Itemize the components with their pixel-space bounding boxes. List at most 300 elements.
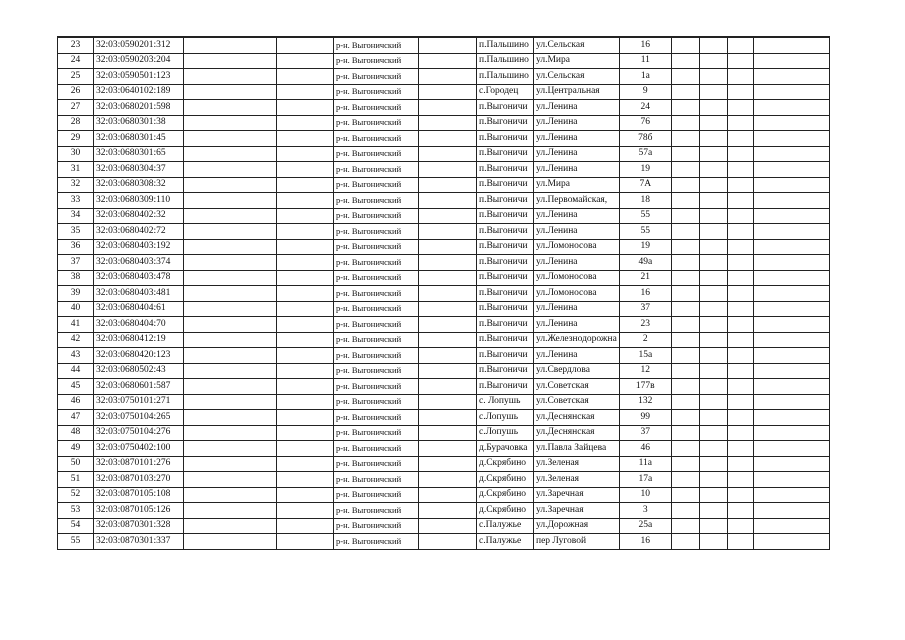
empty-cell [671, 410, 699, 426]
house-number-cell: 57а [619, 146, 671, 162]
empty-cell [753, 363, 829, 379]
row-number-cell: 52 [58, 487, 94, 503]
house-number-cell: 11а [619, 456, 671, 472]
empty-cell [184, 239, 277, 255]
empty-cell [671, 224, 699, 240]
empty-cell [727, 534, 753, 550]
locality-cell: п.Выгоничи [477, 239, 534, 255]
empty-cell [727, 100, 753, 116]
table-row [58, 472, 830, 488]
empty-cell [184, 131, 277, 147]
street-cell: ул.Ломоносова [534, 270, 620, 286]
house-number-cell: 12 [619, 363, 671, 379]
cadastral-number-cell: 32:03:0870101:276 [94, 456, 184, 472]
cadastral-number-cell: 32:03:0680420:123 [94, 348, 184, 364]
empty-cell [753, 286, 829, 302]
locality-cell: п.Выгоничи [477, 379, 534, 395]
cadastral-number-cell: 32:03:0870105:126 [94, 503, 184, 519]
table-row [58, 224, 830, 240]
house-number-cell: 25а [619, 518, 671, 534]
row-number-cell: 55 [58, 534, 94, 550]
locality-cell: с. Лопушь [477, 394, 534, 410]
empty-cell [277, 239, 334, 255]
table-row [58, 301, 830, 317]
street-cell: ул.Деснянская [534, 425, 620, 441]
district-cell: р-н. Выгоничский [334, 286, 419, 302]
table-row [58, 410, 830, 426]
locality-cell: п.Выгоничи [477, 162, 534, 178]
row-number-cell: 33 [58, 193, 94, 209]
district-cell: р-н. Выгоничский [334, 100, 419, 116]
empty-cell [277, 394, 334, 410]
empty-cell [671, 317, 699, 333]
empty-cell [419, 255, 477, 271]
empty-cell [753, 348, 829, 364]
empty-cell [419, 425, 477, 441]
empty-cell [419, 534, 477, 550]
district-cell: р-н. Выгоничский [334, 379, 419, 395]
empty-cell [419, 394, 477, 410]
street-cell: пер Луговой [534, 534, 620, 550]
empty-cell [184, 425, 277, 441]
locality-cell: п.Выгоничи [477, 255, 534, 271]
house-number-cell: 78б [619, 131, 671, 147]
empty-cell [671, 255, 699, 271]
empty-cell [753, 193, 829, 209]
empty-cell [671, 534, 699, 550]
row-number-cell: 50 [58, 456, 94, 472]
district-cell: р-н. Выгоничский [334, 348, 419, 364]
row-number-cell: 32 [58, 177, 94, 193]
empty-cell [277, 487, 334, 503]
empty-cell [727, 363, 753, 379]
empty-cell [184, 332, 277, 348]
empty-cell [727, 503, 753, 519]
cadastral-number-cell: 32:03:0590203:204 [94, 53, 184, 69]
empty-cell [753, 177, 829, 193]
house-number-cell: 16 [619, 37, 671, 53]
empty-cell [671, 84, 699, 100]
row-number-cell: 47 [58, 410, 94, 426]
table-row [58, 162, 830, 178]
street-cell: ул.Зеленая [534, 472, 620, 488]
cadastral-number-cell: 32:03:0680201:598 [94, 100, 184, 116]
table-row [58, 208, 830, 224]
cadastral-number-cell: 32:03:0680301:45 [94, 131, 184, 147]
empty-cell [419, 301, 477, 317]
empty-cell [753, 162, 829, 178]
empty-cell [277, 255, 334, 271]
locality-cell: п.Выгоничи [477, 332, 534, 348]
table-row [58, 193, 830, 209]
table-row [58, 146, 830, 162]
table-row [58, 425, 830, 441]
empty-cell [184, 69, 277, 85]
table-row [58, 131, 830, 147]
empty-cell [419, 162, 477, 178]
table-row [58, 177, 830, 193]
locality-cell: п.Выгоничи [477, 177, 534, 193]
empty-cell [419, 456, 477, 472]
empty-cell [727, 115, 753, 131]
locality-cell: д.Скрябино [477, 472, 534, 488]
empty-cell [671, 518, 699, 534]
empty-cell [671, 348, 699, 364]
cadastral-number-cell: 32:03:0680403:481 [94, 286, 184, 302]
district-cell: р-н. Выгоничский [334, 131, 419, 147]
empty-cell [671, 208, 699, 224]
locality-cell: с.Палужье [477, 518, 534, 534]
empty-cell [727, 131, 753, 147]
empty-cell [727, 518, 753, 534]
cadastral-number-cell: 32:03:0680403:478 [94, 270, 184, 286]
empty-cell [699, 255, 727, 271]
cadastral-number-cell: 32:03:0750104:276 [94, 425, 184, 441]
row-number-cell: 44 [58, 363, 94, 379]
empty-cell [753, 69, 829, 85]
empty-cell [699, 394, 727, 410]
street-cell: ул.Зеленая [534, 456, 620, 472]
empty-cell [277, 317, 334, 333]
street-cell: ул.Павла Зайцева [534, 441, 620, 457]
empty-cell [419, 487, 477, 503]
house-number-cell: 37 [619, 301, 671, 317]
row-number-cell: 24 [58, 53, 94, 69]
empty-cell [277, 518, 334, 534]
district-cell: р-н. Выгоничский [334, 410, 419, 426]
cadastral-number-cell: 32:03:0870301:328 [94, 518, 184, 534]
district-cell: р-н. Выгоничский [334, 441, 419, 457]
house-number-cell: 76 [619, 115, 671, 131]
street-cell: ул.Советская [534, 379, 620, 395]
locality-cell: с.Лопушь [477, 410, 534, 426]
district-cell: р-н. Выгоничский [334, 239, 419, 255]
empty-cell [184, 503, 277, 519]
street-cell: ул.Ломоносова [534, 286, 620, 302]
district-cell: р-н. Выгоничский [334, 456, 419, 472]
empty-cell [727, 379, 753, 395]
empty-cell [419, 239, 477, 255]
table-row [58, 37, 830, 53]
house-number-cell: 21 [619, 270, 671, 286]
district-cell: р-н. Выгоничский [334, 224, 419, 240]
table-row [58, 503, 830, 519]
street-cell: ул.Ленина [534, 301, 620, 317]
empty-cell [277, 332, 334, 348]
empty-cell [753, 255, 829, 271]
empty-cell [753, 208, 829, 224]
empty-cell [753, 100, 829, 116]
empty-cell [277, 425, 334, 441]
locality-cell: п.Выгоничи [477, 301, 534, 317]
empty-cell [277, 115, 334, 131]
empty-cell [671, 332, 699, 348]
row-number-cell: 43 [58, 348, 94, 364]
row-number-cell: 48 [58, 425, 94, 441]
street-cell: ул.Ленина [534, 208, 620, 224]
empty-cell [184, 317, 277, 333]
empty-cell [277, 456, 334, 472]
house-number-cell: 7А [619, 177, 671, 193]
locality-cell: п.Выгоничи [477, 208, 534, 224]
locality-cell: с.Городец [477, 84, 534, 100]
street-cell: ул.Свердлова [534, 363, 620, 379]
empty-cell [671, 487, 699, 503]
empty-cell [671, 503, 699, 519]
house-number-cell: 11 [619, 53, 671, 69]
empty-cell [184, 301, 277, 317]
empty-cell [277, 534, 334, 550]
table-row [58, 379, 830, 395]
district-cell: р-н. Выгоничский [334, 208, 419, 224]
empty-cell [671, 37, 699, 53]
row-number-cell: 40 [58, 301, 94, 317]
empty-cell [277, 131, 334, 147]
empty-cell [277, 503, 334, 519]
empty-cell [699, 239, 727, 255]
empty-cell [671, 441, 699, 457]
cadastral-number-cell: 32:03:0750104:265 [94, 410, 184, 426]
empty-cell [753, 456, 829, 472]
house-number-cell: 55 [619, 224, 671, 240]
district-cell: р-н. Выгоничский [334, 146, 419, 162]
empty-cell [419, 37, 477, 53]
property-table [57, 36, 830, 550]
empty-cell [184, 348, 277, 364]
empty-cell [419, 332, 477, 348]
empty-cell [727, 37, 753, 53]
cadastral-number-cell: 32:03:0640102:189 [94, 84, 184, 100]
table-row [58, 53, 830, 69]
district-cell: р-н. Выгоничский [334, 363, 419, 379]
empty-cell [671, 177, 699, 193]
cadastral-number-cell: 32:03:0590201:312 [94, 37, 184, 53]
empty-cell [184, 84, 277, 100]
locality-cell: с.Лопушь [477, 425, 534, 441]
empty-cell [419, 177, 477, 193]
empty-cell [277, 37, 334, 53]
locality-cell: п.Пальшино [477, 53, 534, 69]
street-cell: ул.Сельская [534, 69, 620, 85]
locality-cell: п.Выгоничи [477, 317, 534, 333]
empty-cell [699, 379, 727, 395]
table-row [58, 487, 830, 503]
row-number-cell: 23 [58, 37, 94, 53]
empty-cell [277, 270, 334, 286]
empty-cell [419, 410, 477, 426]
empty-cell [419, 379, 477, 395]
empty-cell [277, 472, 334, 488]
table-row [58, 255, 830, 271]
empty-cell [671, 379, 699, 395]
empty-cell [184, 441, 277, 457]
empty-cell [184, 37, 277, 53]
empty-cell [727, 472, 753, 488]
row-number-cell: 28 [58, 115, 94, 131]
row-number-cell: 41 [58, 317, 94, 333]
empty-cell [699, 224, 727, 240]
district-cell: р-н. Выгоничский [334, 518, 419, 534]
cadastral-number-cell: 32:03:0870301:337 [94, 534, 184, 550]
row-number-cell: 51 [58, 472, 94, 488]
empty-cell [671, 286, 699, 302]
empty-cell [419, 286, 477, 302]
street-cell: ул.Дорожная [534, 518, 620, 534]
empty-cell [753, 224, 829, 240]
house-number-cell: 10 [619, 487, 671, 503]
empty-cell [753, 410, 829, 426]
house-number-cell: 15а [619, 348, 671, 364]
table-row [58, 456, 830, 472]
empty-cell [671, 425, 699, 441]
row-number-cell: 27 [58, 100, 94, 116]
locality-cell: п.Выгоничи [477, 131, 534, 147]
house-number-cell: 1а [619, 69, 671, 85]
empty-cell [727, 410, 753, 426]
empty-cell [727, 255, 753, 271]
empty-cell [419, 131, 477, 147]
empty-cell [699, 487, 727, 503]
empty-cell [671, 146, 699, 162]
house-number-cell: 46 [619, 441, 671, 457]
locality-cell: п.Выгоничи [477, 286, 534, 302]
empty-cell [727, 208, 753, 224]
empty-cell [727, 317, 753, 333]
empty-cell [671, 456, 699, 472]
empty-cell [727, 425, 753, 441]
empty-cell [727, 456, 753, 472]
empty-cell [699, 503, 727, 519]
row-number-cell: 53 [58, 503, 94, 519]
table-row [58, 115, 830, 131]
empty-cell [277, 100, 334, 116]
table-row [58, 286, 830, 302]
cadastral-number-cell: 32:03:0680403:374 [94, 255, 184, 271]
empty-cell [753, 270, 829, 286]
district-cell: р-н. Выгоничский [334, 503, 419, 519]
empty-cell [753, 534, 829, 550]
empty-cell [671, 53, 699, 69]
empty-cell [727, 332, 753, 348]
house-number-cell: 132 [619, 394, 671, 410]
empty-cell [184, 53, 277, 69]
empty-cell [419, 472, 477, 488]
district-cell: р-н. Выгоничский [334, 487, 419, 503]
table-row [58, 518, 830, 534]
empty-cell [277, 348, 334, 364]
empty-cell [419, 208, 477, 224]
locality-cell: п.Пальшино [477, 37, 534, 53]
table-row [58, 363, 830, 379]
empty-cell [184, 115, 277, 131]
empty-cell [419, 503, 477, 519]
empty-cell [671, 270, 699, 286]
district-cell: р-н. Выгоничский [334, 69, 419, 85]
street-cell: ул.Советская [534, 394, 620, 410]
cadastral-number-cell: 32:03:0680402:72 [94, 224, 184, 240]
locality-cell: д.Скрябино [477, 456, 534, 472]
empty-cell [699, 131, 727, 147]
empty-cell [753, 37, 829, 53]
cadastral-number-cell: 32:03:0680304:37 [94, 162, 184, 178]
empty-cell [727, 193, 753, 209]
row-number-cell: 46 [58, 394, 94, 410]
empty-cell [699, 425, 727, 441]
house-number-cell: 16 [619, 286, 671, 302]
empty-cell [727, 84, 753, 100]
empty-cell [753, 317, 829, 333]
house-number-cell: 18 [619, 193, 671, 209]
district-cell: р-н. Выгоничский [334, 255, 419, 271]
empty-cell [277, 84, 334, 100]
street-cell: ул.Ломоносова [534, 239, 620, 255]
street-cell: ул.Мира [534, 177, 620, 193]
empty-cell [277, 301, 334, 317]
empty-cell [699, 317, 727, 333]
house-number-cell: 17а [619, 472, 671, 488]
street-cell: ул.Центральная [534, 84, 620, 100]
empty-cell [699, 100, 727, 116]
empty-cell [671, 472, 699, 488]
empty-cell [184, 146, 277, 162]
row-number-cell: 38 [58, 270, 94, 286]
empty-cell [671, 193, 699, 209]
street-cell: ул.Ленина [534, 146, 620, 162]
empty-cell [184, 394, 277, 410]
empty-cell [419, 317, 477, 333]
empty-cell [699, 301, 727, 317]
street-cell: ул.Деснянская [534, 410, 620, 426]
empty-cell [277, 193, 334, 209]
street-cell: ул.Заречная [534, 503, 620, 519]
street-cell: ул.Ленина [534, 224, 620, 240]
district-cell: р-н. Выгоничский [334, 425, 419, 441]
house-number-cell: 19 [619, 162, 671, 178]
empty-cell [753, 239, 829, 255]
empty-cell [277, 208, 334, 224]
locality-cell: п.Выгоничи [477, 348, 534, 364]
empty-cell [184, 487, 277, 503]
table-row [58, 270, 830, 286]
house-number-cell: 9 [619, 84, 671, 100]
empty-cell [277, 441, 334, 457]
empty-cell [753, 131, 829, 147]
empty-cell [419, 115, 477, 131]
locality-cell: с.Палужье [477, 534, 534, 550]
house-number-cell: 23 [619, 317, 671, 333]
empty-cell [184, 379, 277, 395]
empty-cell [727, 239, 753, 255]
empty-cell [277, 69, 334, 85]
empty-cell [184, 208, 277, 224]
row-number-cell: 49 [58, 441, 94, 457]
house-number-cell: 16 [619, 534, 671, 550]
empty-cell [753, 53, 829, 69]
table-row [58, 394, 830, 410]
empty-cell [699, 84, 727, 100]
empty-cell [753, 487, 829, 503]
empty-cell [419, 518, 477, 534]
empty-cell [671, 162, 699, 178]
table-row [58, 69, 830, 85]
table-row [58, 534, 830, 550]
locality-cell: п.Выгоничи [477, 224, 534, 240]
table-row [58, 84, 830, 100]
empty-cell [753, 115, 829, 131]
empty-cell [184, 518, 277, 534]
table-row [58, 348, 830, 364]
locality-cell: п.Выгоничи [477, 270, 534, 286]
